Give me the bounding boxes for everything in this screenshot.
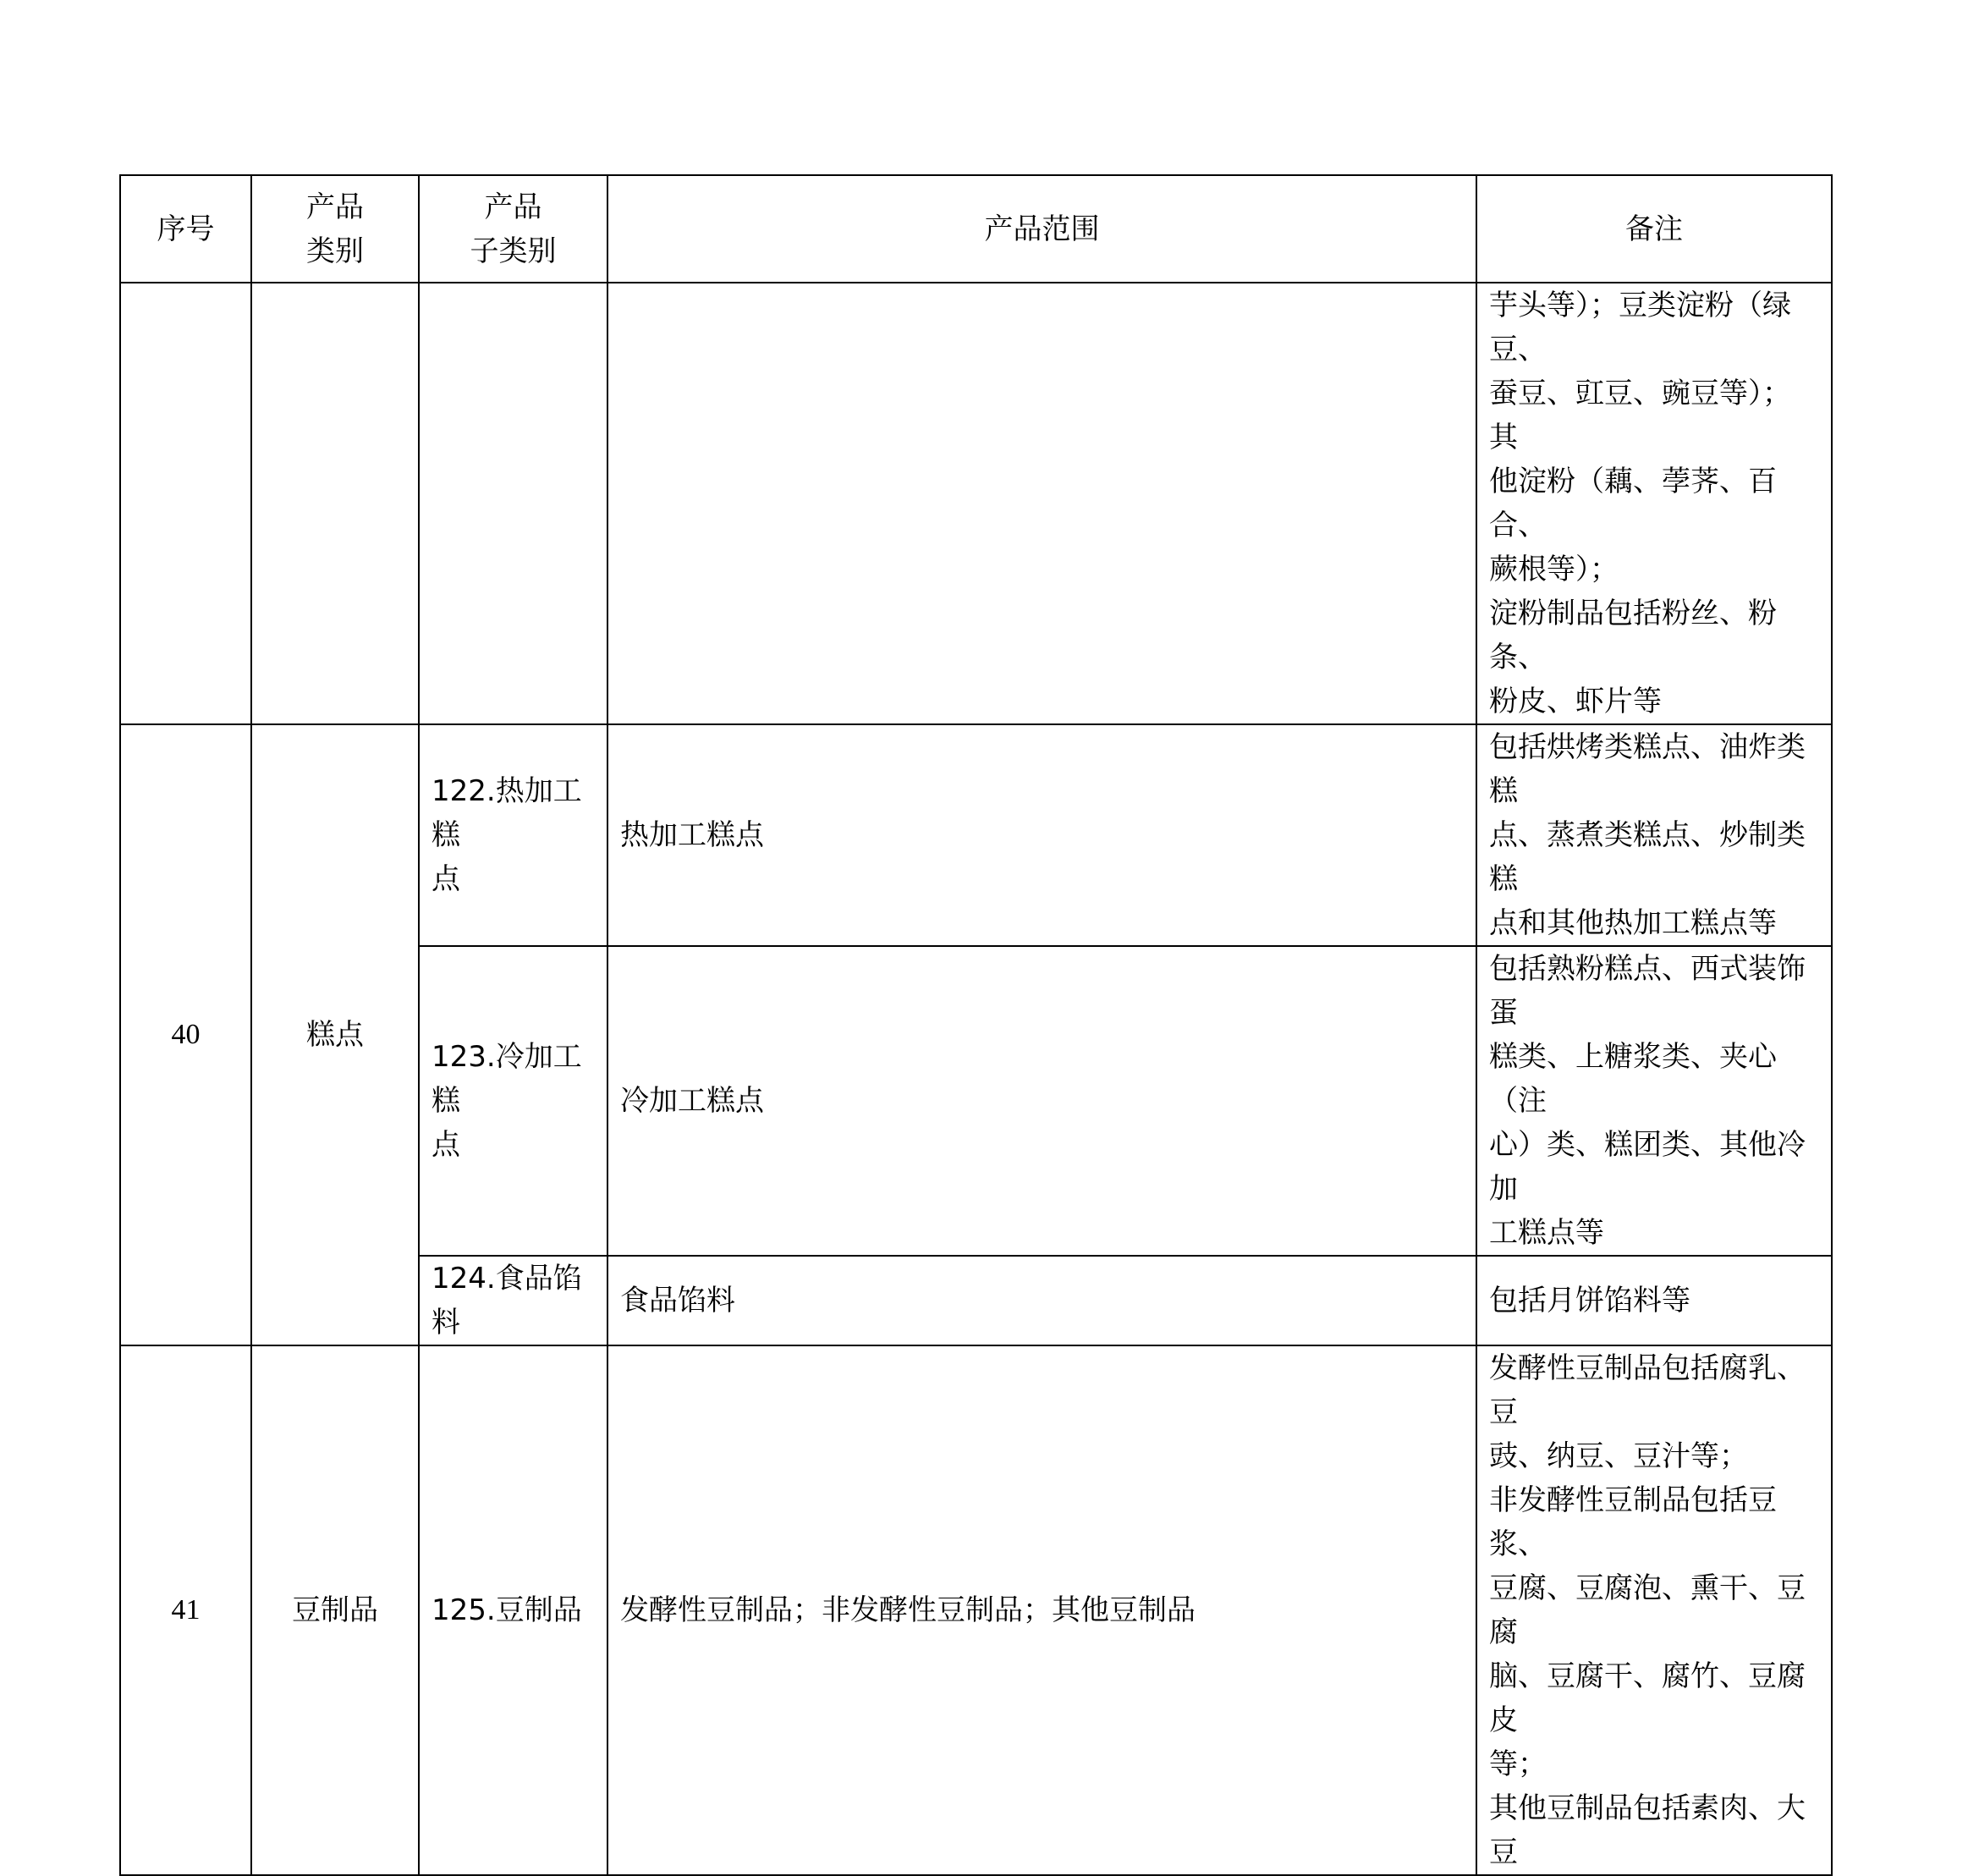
remarks-line: 发酵性豆制品包括腐乳、豆 bbox=[1489, 1351, 1806, 1429]
header-subcategory bbox=[419, 175, 607, 283]
cell-subcategory-124: 124.食品馅料 bbox=[419, 1256, 607, 1345]
remarks-line: 其他豆制品包括素肉、大豆 bbox=[1489, 1791, 1806, 1869]
remarks-line: 豉、纳豆、豆汁等； bbox=[1489, 1439, 1748, 1473]
remarks-line: 包括熟粉糕点、西式装饰蛋 bbox=[1489, 952, 1806, 1030]
remarks-line: 糕类、上糖浆类、夹心（注 bbox=[1489, 1040, 1777, 1118]
header-row bbox=[120, 175, 1832, 283]
cell-seq-empty bbox=[120, 283, 251, 724]
cell-remarks-continued bbox=[1476, 283, 1832, 724]
cell-remarks-124: 包括月饼馅料等 bbox=[1476, 1256, 1832, 1345]
table-row bbox=[120, 724, 1832, 946]
cell-scope-123: 冷加工糕点 bbox=[607, 946, 1476, 1256]
header-seq: 序号 bbox=[120, 175, 251, 283]
cell-remarks-125 bbox=[1476, 1345, 1832, 1875]
subcategory-line: 123.冷加工糕 bbox=[432, 1040, 582, 1118]
cell-seq-41: 41 bbox=[120, 1345, 251, 1875]
cell-remarks-122 bbox=[1476, 724, 1832, 946]
cell-remarks-123 bbox=[1476, 946, 1832, 1256]
subcategory-line: 122.热加工糕 bbox=[432, 774, 582, 852]
subcategory-line: 点 bbox=[432, 862, 460, 896]
remarks-line: 蕨根等）； bbox=[1489, 553, 1619, 586]
remarks-line: 淀粉制品包括粉丝、粉条、 bbox=[1489, 597, 1777, 674]
cell-subcategory-122 bbox=[419, 724, 607, 946]
cell-scope-122: 热加工糕点 bbox=[607, 724, 1476, 946]
remarks-line: 芋头等）；豆类淀粉（绿豆、 bbox=[1489, 289, 1791, 366]
remarks-line: 粉皮、虾片等 bbox=[1489, 685, 1662, 718]
remarks-line: 包括烘烤类糕点、油炸类糕 bbox=[1489, 730, 1806, 808]
cell-category-bean-products: 豆制品 bbox=[251, 1345, 419, 1875]
header-subcategory-line2: 子类别 bbox=[470, 234, 557, 268]
header-scope: 产品范围 bbox=[607, 175, 1476, 283]
remarks-line: 豆腐、豆腐泡、熏干、豆腐 bbox=[1489, 1571, 1806, 1649]
remarks-line: 蚕豆、豇豆、豌豆等）；其 bbox=[1489, 377, 1791, 454]
cell-category-pastry: 糕点 bbox=[251, 724, 419, 1345]
subcategory-line: 点 bbox=[432, 1128, 460, 1162]
product-catalog-table bbox=[119, 174, 1833, 1876]
header-category-line2: 类别 bbox=[306, 234, 364, 268]
header-subcategory-line1: 产品 bbox=[484, 190, 542, 224]
remarks-line: 点、蒸煮类糕点、炒制类糕 bbox=[1489, 818, 1806, 896]
remarks-line: 脑、豆腐干、腐竹、豆腐皮 bbox=[1489, 1659, 1806, 1737]
cell-subcategory-125: 125.豆制品 bbox=[419, 1345, 607, 1875]
cell-category-empty bbox=[251, 283, 419, 724]
cell-seq-40: 40 bbox=[120, 724, 251, 1345]
header-remarks: 备注 bbox=[1476, 175, 1832, 283]
remarks-line: 等； bbox=[1489, 1747, 1547, 1781]
remarks-line: 非发酵性豆制品包括豆浆、 bbox=[1489, 1483, 1777, 1561]
remarks-line: 心）类、糕团类、其他冷加 bbox=[1489, 1128, 1806, 1206]
remarks-line: 他淀粉（藕、荸荠、百合、 bbox=[1489, 465, 1777, 542]
header-category bbox=[251, 175, 419, 283]
table-row bbox=[120, 283, 1832, 724]
header-category-line1: 产品 bbox=[306, 190, 364, 224]
cell-scope-empty bbox=[607, 283, 1476, 724]
remarks-line: 工糕点等 bbox=[1489, 1216, 1604, 1250]
cell-scope-125: 发酵性豆制品；非发酵性豆制品；其他豆制品 bbox=[607, 1345, 1476, 1875]
cell-subcategory-123 bbox=[419, 946, 607, 1256]
cell-scope-124: 食品馅料 bbox=[607, 1256, 1476, 1345]
table-row bbox=[120, 1345, 1832, 1875]
remarks-line: 点和其他热加工糕点等 bbox=[1489, 906, 1777, 940]
cell-subcategory-empty bbox=[419, 283, 607, 724]
